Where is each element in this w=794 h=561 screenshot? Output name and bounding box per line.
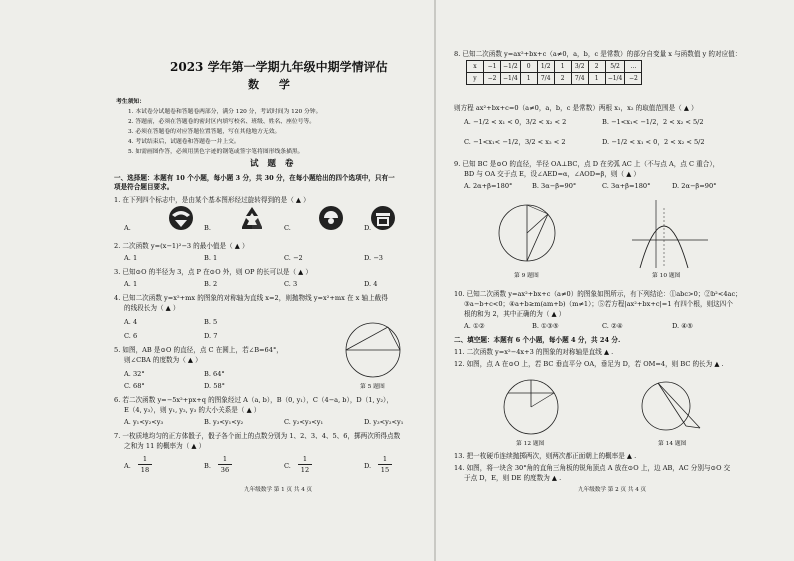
q1-option-c: C. bbox=[284, 224, 291, 232]
q9-option-d: D. 2α−β=90° bbox=[672, 182, 717, 190]
q7-c-denominator: 12 bbox=[300, 466, 310, 474]
question-10-cont: ③a−b+c<0；④a+b≥m(am+b)（m≠1）；⑤若方程|ax²+bx+c|=1 有四个根，则这四个 bbox=[464, 300, 733, 308]
q7-option-c: C. bbox=[284, 462, 291, 470]
q4-option-b: B. 5 bbox=[204, 318, 218, 326]
figure-10-parabola-graph bbox=[630, 198, 710, 270]
question-1: 1. 在下列四个标志中，是由某个基本图形经过旋转得到的是（ ▲ ） bbox=[114, 196, 310, 204]
question-14: 14. 如图，将一块含 30°角的直角三角板的锐角顶点 A 放在⊙O 上，边 AB，AC 分别与⊙O 交 bbox=[454, 464, 731, 472]
q4-option-c: C. 6 bbox=[124, 332, 138, 340]
value-table bbox=[466, 60, 642, 85]
q10-option-b: B. ①③⑤ bbox=[532, 322, 559, 330]
logo-c-image bbox=[318, 205, 344, 231]
recycle-logo-image bbox=[238, 205, 266, 231]
exam-title: 2023 学年第一学期九年级中期学情评估 bbox=[170, 60, 388, 74]
table-cell: y bbox=[467, 73, 484, 85]
figure-10-caption: 第 10 题图 bbox=[652, 273, 681, 279]
notice-item: 3. 必须在答题卷的对应答题位置答题，写在其他地方无效。 bbox=[128, 129, 281, 135]
q8-option-b: B. −1<x₁< −1/2，2 < x₂ < 5/2 bbox=[602, 118, 704, 126]
q4-option-a: A. 4 bbox=[124, 318, 138, 326]
figure-5-circle-diagram bbox=[338, 318, 408, 380]
q5-option-a: A. 32° bbox=[124, 370, 145, 378]
q7-a-denominator: 18 bbox=[140, 466, 150, 474]
q7-c-numerator: 1 bbox=[302, 455, 308, 463]
table-cell: 2 bbox=[588, 61, 605, 73]
question-3: 3. 已知⊙O 的半径为 3，点 P 在⊙O 外，则 OP 的长可以是（ ▲ ） bbox=[114, 268, 312, 276]
page-2-footer: 九年级数学 第 2 页 共 4 页 bbox=[578, 487, 647, 493]
q3-option-a: A. 1 bbox=[124, 280, 138, 288]
q2-option-d: D. −3 bbox=[364, 254, 383, 262]
table-cell: 3/2 bbox=[571, 61, 588, 73]
table-cell: 1/2 bbox=[537, 61, 554, 73]
q6-option-a: A. y₁<y₂<y₃ bbox=[124, 418, 164, 426]
figure-5-caption: 第 5 题图 bbox=[360, 384, 385, 390]
q8-option-c: C. −1<x₁< −1/2，3/2 < x₂ < 2 bbox=[464, 138, 566, 146]
paper-label: 试 题 卷 bbox=[250, 159, 297, 169]
table-cell: −2 bbox=[484, 73, 501, 85]
q6-option-c: C. y₂<y₃<y₁ bbox=[284, 418, 324, 426]
q5-option-c: C. 68° bbox=[124, 382, 145, 390]
question-8-cont: 则方程 ax²+bx+c=0（a≠0，a，b，c 是常数）两根 x₁，x₂ 的取值范围是（ ▲ ） bbox=[454, 104, 698, 112]
fraction-bar bbox=[378, 464, 392, 465]
q7-d-numerator: 1 bbox=[382, 455, 388, 463]
table-cell: 1 bbox=[520, 73, 537, 85]
question-10: 10. 已知二次函数 y=ax²+bx+c（a≠0）的图象如图所示，有下列结论：①abc>0；②b²<4ac； bbox=[454, 290, 742, 298]
question-6: 6. 若二次函数 y=−5x²+px+q 的图象经过 A（a, b），B（0, y₁），C（4−a, b），D（1, y₂）， bbox=[114, 396, 393, 404]
question-14-cont: 于点 D，E，则 DE 的度数为 ▲ . bbox=[464, 474, 562, 482]
q9-option-b: B. 3α−β=90° bbox=[532, 182, 577, 190]
page-1 bbox=[108, 0, 430, 561]
q9-option-c: C. 3α+β=180° bbox=[602, 182, 651, 190]
q1-option-d: D. bbox=[364, 224, 372, 232]
question-2: 2. 二次函数 y=(x−1)²−3 的最小值是（ ▲ ） bbox=[114, 242, 249, 250]
question-11: 11. 二次函数 y=x²−4x+3 的图象的对称轴是直线 ▲ . bbox=[454, 348, 614, 356]
table-cell: 2 bbox=[554, 73, 571, 85]
q7-d-denominator: 15 bbox=[380, 466, 390, 474]
page-1-footer: 九年级数学 第 1 页 共 4 页 bbox=[244, 487, 313, 493]
question-9-cont: BD 与 OA 交于点 E，设∠AED=α，∠AOD=β，则（ ▲ ） bbox=[464, 170, 640, 178]
table-row-x bbox=[467, 61, 642, 73]
question-4-cont: 的线段长为（ ▲ ） bbox=[124, 304, 180, 312]
table-cell: −2 bbox=[625, 73, 642, 85]
question-5: 5. 如图，AB 是⊙O 的直径，点 C 在圆上，若∠B=64°， bbox=[114, 346, 283, 354]
q10-option-c: C. ②④ bbox=[602, 322, 623, 330]
q8-option-d: D. −1/2 < x₁ < 0，2 < x₂ < 5/2 bbox=[602, 138, 705, 146]
question-5-cont: 则∠CBA 的度数为（ ▲ ） bbox=[124, 356, 202, 364]
logo-d-image bbox=[370, 205, 396, 231]
question-7: 7. 一枚质地均匀的正方体骰子，骰子各个面上的点数分别为 1、2、3、4、5、6，掷两次所得点数 bbox=[114, 432, 401, 440]
table-cell: −1 bbox=[484, 61, 501, 73]
q1-option-a: A. bbox=[124, 224, 131, 232]
question-6-cont: E（4, y₃），则 y₁, y₂, y₃ 的大小关系是（ ▲ ） bbox=[124, 406, 261, 414]
q1-option-b: B. bbox=[204, 224, 211, 232]
table-cell: 1 bbox=[554, 61, 571, 73]
fraction-bar bbox=[218, 464, 232, 465]
fraction-bar bbox=[298, 464, 312, 465]
q2-option-c: C. −2 bbox=[284, 254, 303, 262]
section1-heading: 一、选择题：本题有 10 个小题，每小题 3 分，共 30 分，在每小题给出的四个选项中，只有一 bbox=[114, 174, 395, 182]
q2-option-b: B. 1 bbox=[204, 254, 218, 262]
fraction-bar bbox=[138, 464, 152, 465]
q4-option-d: D. 7 bbox=[204, 332, 218, 340]
figure-9-circle-diagram bbox=[494, 200, 560, 266]
table-cell: 5/2 bbox=[605, 61, 625, 73]
table-cell: 1 bbox=[588, 73, 605, 85]
figure-14-caption: 第 14 题图 bbox=[658, 441, 687, 447]
q10-option-a: A. ①② bbox=[464, 322, 485, 330]
q8-option-a: A. −1/2 < x₁ < 0，3/2 < x₂ < 2 bbox=[464, 118, 567, 126]
page-2 bbox=[452, 0, 756, 561]
figure-9-caption: 第 9 题图 bbox=[514, 273, 539, 279]
table-cell: −1/2 bbox=[501, 61, 521, 73]
section1-heading-cont: 项是符合题目要求。 bbox=[114, 183, 174, 191]
question-7-cont: 之和为 11 的概率为（ ▲ ） bbox=[124, 442, 206, 450]
logo-a-image bbox=[168, 205, 194, 231]
table-cell: 7/4 bbox=[537, 73, 554, 85]
q7-option-b: B. bbox=[204, 462, 211, 470]
question-9: 9. 已知 BC 是⊙O 的直径，半径 OA⊥BC，点 D 在劣弧 AC 上（不与点 A，点 C 重合）， bbox=[454, 160, 720, 168]
notice-item: 4. 考试结束后，试题卷和答题卷一并上交。 bbox=[128, 139, 240, 145]
figure-14-circle-diagram bbox=[638, 370, 704, 438]
table-cell: 7/4 bbox=[571, 73, 588, 85]
page-fold-line bbox=[434, 0, 436, 561]
q7-option-d: D. bbox=[364, 462, 372, 470]
figure-12-caption: 第 12 题图 bbox=[516, 441, 545, 447]
q3-option-d: D. 4 bbox=[364, 280, 378, 288]
q3-option-b: B. 2 bbox=[204, 280, 218, 288]
q5-option-d: D. 58° bbox=[204, 382, 225, 390]
q5-option-b: B. 64° bbox=[204, 370, 225, 378]
notice-item: 1. 本试卷分试题卷和答题卷两部分，满分 120 分，考试时间为 120 分钟。 bbox=[128, 109, 322, 115]
section2-heading: 二、填空题：本题有 6 个小题，每小题 4 分，共 24 分. bbox=[454, 336, 621, 344]
q9-option-a: A. 2α+β=180° bbox=[464, 182, 513, 190]
q7-option-a: A. bbox=[124, 462, 131, 470]
q6-option-d: D. y₃<y₂<y₁ bbox=[364, 418, 404, 426]
table-cell: … bbox=[625, 61, 642, 73]
q10-option-d: D. ④⑤ bbox=[672, 322, 694, 330]
table-cell: −1/4 bbox=[501, 73, 521, 85]
q6-option-b: B. y₃<y₁<y₂ bbox=[204, 418, 244, 426]
table-cell: x bbox=[467, 61, 484, 73]
notice-heading: 考生须知： bbox=[116, 99, 145, 105]
notice-item: 2. 答题前，必须在答题卷的密封区内填写校名、班级、姓名、座位号等。 bbox=[128, 119, 316, 125]
q7-a-numerator: 1 bbox=[142, 455, 148, 463]
figure-12-circle-diagram bbox=[500, 376, 562, 438]
question-10-cont2: 根的和为 2，其中正确的为（ ▲ ） bbox=[464, 310, 566, 318]
table-row-y bbox=[467, 73, 642, 85]
q2-option-a: A. 1 bbox=[124, 254, 138, 262]
notice-item: 5. 如需画图作答，必须用黑色字迹的钢笔或签字笔将图形线条描黑。 bbox=[128, 149, 304, 155]
q7-b-denominator: 36 bbox=[220, 466, 230, 474]
question-8: 8. 已知二次函数 y=ax²+bx+c（a≠0，a，b，c 是常数）的部分自变量 x 与函数值 y 的对应值： bbox=[454, 50, 742, 58]
subject-title: 数 学 bbox=[248, 78, 298, 91]
table-cell: −1/4 bbox=[605, 73, 625, 85]
q7-b-numerator: 1 bbox=[222, 455, 228, 463]
q3-option-c: C. 3 bbox=[284, 280, 298, 288]
question-12: 12. 如图，点 A 在⊙O 上，若 BC 垂直平分 OA，垂足为 D，若 OM=4，则 BC 的长为 ▲ . bbox=[454, 360, 724, 368]
question-13: 13. 把一枚硬币连续抛掷两次，则两次都正面朝上的概率是 ▲ . bbox=[454, 452, 637, 460]
table-cell: 0 bbox=[520, 61, 537, 73]
question-4: 4. 已知二次函数 y=x²+mx 的图象的对称轴为直线 x=2，则抛物线 y=x²+mx 在 x 轴上截得 bbox=[114, 294, 388, 302]
